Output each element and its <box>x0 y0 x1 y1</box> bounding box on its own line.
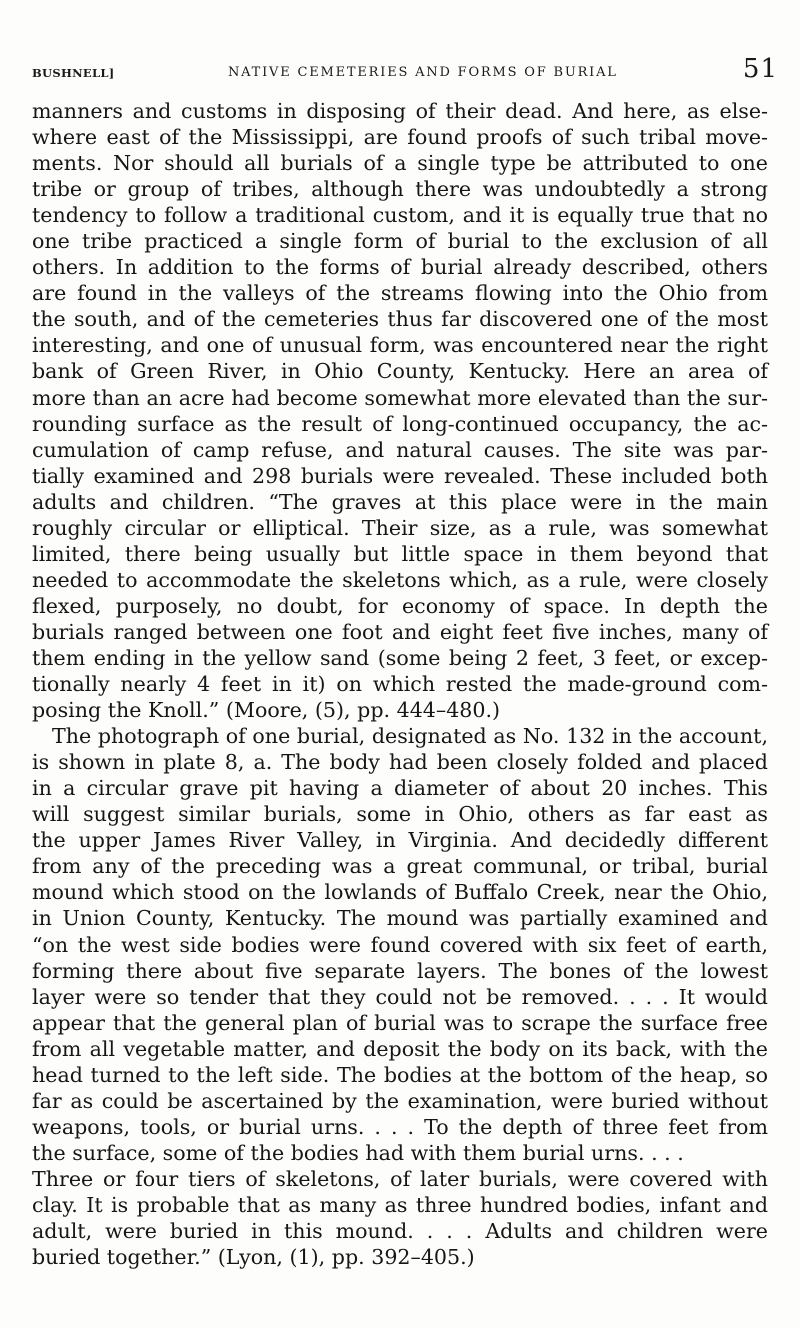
text-line: adult, were buried in this mound. . . . Adults and children were <box>32 1219 768 1244</box>
text-line: the surface, some of the bodies had with them burial urns. . . . <box>32 1140 684 1165</box>
text-line: layer were so tender that they could not be removed. . . . It would <box>32 984 768 1009</box>
paragraph-start-line: The photograph of one burial, designated as No. 132 in the account, <box>52 724 768 749</box>
text-line: in a circular grave pit having a diameter of about 20 inches. This <box>32 776 768 801</box>
text-line: bank of Green River, in Ohio County, Kentucky. Here an area of <box>32 359 768 384</box>
text-line: ments. Nor should all burials of a single type be attributed to one <box>32 151 768 176</box>
author-running-head: BUSHNELL] <box>32 66 115 80</box>
text-line: are found in the valleys of the streams flowing into the Ohio from <box>32 281 768 306</box>
text-line: them ending in the yellow sand (some being 2 feet, 3 feet, or excep- <box>32 645 768 670</box>
text-line: others. In addition to the forms of burial already described, others <box>32 255 768 280</box>
text-line: clay. It is probable that as many as three hundred bodies, infant and <box>32 1192 768 1217</box>
paragraph-end-line: buried together.” (Lyon, (1), pp. 392–405.) <box>32 1245 475 1270</box>
text-line: adults and children. “The graves at this place were in the main <box>32 489 768 514</box>
text-line: needed to accommodate the skeletons which, as a rule, were closely <box>32 567 768 592</box>
text-line: more than an acre had become somewhat more elevated than the sur- <box>32 385 768 410</box>
text-line: will suggest similar burials, some in Ohio, others as far east as <box>32 802 768 827</box>
text-line: flexed, purposely, no doubt, for economy of space. In depth the <box>32 593 768 618</box>
text-line: far as could be ascertained by the examination, were buried without <box>32 1088 768 1113</box>
text-line: from all vegetable matter, and deposit the body on its back, with the <box>32 1036 768 1061</box>
text-line: manners and customs in disposing of their dead. And here, as else- <box>32 99 768 123</box>
text-line: rounding surface as the result of long-continued occupancy, the ac- <box>32 411 768 436</box>
chapter-title: NATIVE CEMETERIES AND FORMS OF BURIAL <box>228 65 618 80</box>
text-line: tially examined and 298 burials were revealed. These included both <box>32 463 768 488</box>
text-line: tribe or group of tribes, although there was undoubtedly a strong <box>32 177 768 202</box>
text-line: in Union County, Kentucky. The mound was partially examined and <box>32 906 768 931</box>
paragraph-end-line: posing the Knoll.” (Moore, (5), pp. 444–480.) <box>32 698 501 723</box>
text-line: one tribe practiced a single form of burial to the exclusion of all <box>32 229 768 254</box>
text-line: from any of the preceding was a great communal, or tribal, burial <box>32 854 768 879</box>
text-line: “on the west side bodies were found covered with six feet of earth, <box>32 932 768 957</box>
text-line: forming there about five separate layers. The bones of the lowest <box>32 958 768 983</box>
text-line: weapons, tools, or burial urns. . . . To the depth of three feet from <box>32 1114 768 1139</box>
text-line: mound which stood on the lowlands of Buffalo Creek, near the Ohio, <box>32 880 768 905</box>
text-line: cumulation of camp refuse, and natural causes. The site was par- <box>32 437 768 462</box>
text-line: roughly circular or elliptical. Their size, as a rule, was somewhat <box>32 515 768 540</box>
text-line: Three or four tiers of skeletons, of later burials, were covered with <box>32 1166 768 1191</box>
text-line: where east of the Mississippi, are found proofs of such tribal move- <box>32 125 768 150</box>
text-line: burials ranged between one foot and eight feet five inches, many of <box>32 619 768 644</box>
body-text <box>32 98 768 1270</box>
text-line: the upper James River Valley, in Virginia. And decidedly different <box>32 828 768 853</box>
text-line: appear that the general plan of burial was to scrape the surface free <box>32 1010 768 1035</box>
text-line: tionally nearly 4 feet in it) on which rested the made-ground com- <box>32 672 768 697</box>
text-line: is shown in plate 8, a. The body had been closely folded and placed <box>32 750 768 775</box>
text-line: head turned to the left side. The bodies at the bottom of the heap, so <box>32 1062 768 1087</box>
text-line: limited, there being usually but little space in them beyond that <box>32 541 768 566</box>
text-line: the south, and of the cemeteries thus far discovered one of the most <box>32 307 768 332</box>
text-line: tendency to follow a traditional custom, and it is equally true that no <box>32 203 768 228</box>
page-number: 51 <box>742 54 778 84</box>
text-line: interesting, and one of unusual form, was encountered near the right <box>32 333 768 358</box>
running-head <box>32 48 778 84</box>
